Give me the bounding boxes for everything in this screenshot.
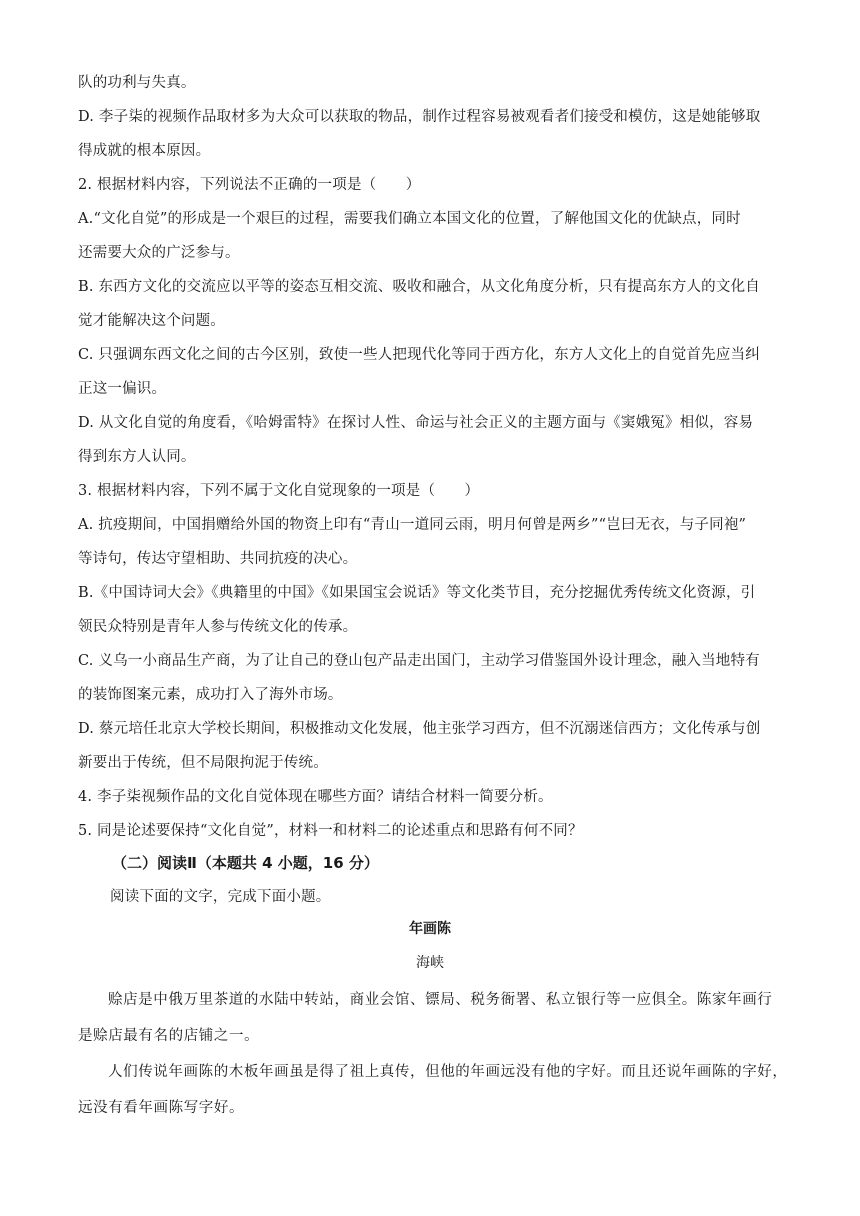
question-3: 3. 根据材料内容，下列不属于文化自觉现象的一项是（ ） — [78, 483, 480, 499]
text-line: 得到东方人认同。 — [78, 449, 196, 465]
text-line: 正这一偏识。 — [78, 381, 167, 397]
section-heading: （二）阅读Ⅱ（本题共 4 小题，16 分） — [112, 854, 379, 872]
story-title: 年画陈 — [409, 921, 451, 937]
option-c-q2: C. 只强调东西文化之间的古今区别，致使一些人把现代化等同于西方化，东方人文化上的自觉首先应当纠 — [78, 347, 760, 363]
story-paragraph-cont: 远没有看年画陈写字好。 — [78, 1100, 245, 1116]
option-d-q2: D. 从文化自觉的角度看，《哈姆雷特》在探讨人性、命运与社会正义的主题方面与《窦娥冤》相似，容易 — [78, 415, 754, 431]
option-c-q3: C. 义乌一小商品生产商，为了让自己的登山包产品走出国门，主动学习借鉴国外设计理念，融入当地特有 — [78, 653, 760, 669]
option-d-q1: D. 李子柒的视频作品取材多为大众可以获取的物品，制作过程容易被观看者们接受和模仿，这是她能够取 — [78, 109, 761, 125]
text-line: 队的功利与失真。 — [78, 75, 196, 91]
option-a-q2: A.“文化自觉”的形成是一个艰巨的过程，需要我们确立本国文化的位置，了解他国文化的优缺点，同时 — [78, 211, 741, 227]
story-paragraph-cont: 是赊店最有名的店铺之一。 — [78, 1028, 260, 1044]
option-b-q2: B. 东西方文化的交流应以平等的姿态互相交流、吸收和融合，从文化角度分析，只有提高东方人的文化自 — [78, 279, 760, 295]
text-line: 觉才能解决这个问题。 — [78, 313, 225, 329]
text-line: 得成就的根本原因。 — [78, 143, 211, 159]
text-line: 领民众特别是青年人参与传统文化的传承。 — [78, 619, 358, 635]
story-paragraph: 赊店是中俄万里茶道的水陆中转站，商业会馆、镖局、税务衙署、私立银行等一应俱全。陈家年画行 — [108, 992, 773, 1008]
question-5: 5. 同是论述要保持“文化自觉”，材料一和材料二的论述重点和思路有何不同？ — [78, 823, 583, 839]
option-b-q3: B.《中国诗词大会》《典籍里的中国》《如果国宝会说话》等文化类节目，充分挖掘优秀传统文化资源，引 — [78, 585, 756, 601]
text-line: 新要出于传统，但不局限拘泥于传统。 — [78, 755, 328, 771]
story-author: 海峡 — [416, 955, 444, 971]
text-line: 还需要大众的广泛参与。 — [78, 245, 240, 261]
text-line: 等诗句，传达守望相助、共同抗疫的决心。 — [78, 551, 358, 567]
question-2: 2. 根据材料内容，下列说法不正确的一项是（ ） — [78, 177, 421, 193]
option-a-q3: A. 抗疫期间，中国捐赠给外国的物资上印有“青山一道同云雨，明月何曾是两乡”“岂曰无衣，与子同袍” — [78, 517, 747, 533]
story-paragraph: 人们传说年画陈的木板年画虽是得了祖上真传，但他的年画远没有他的字好。而且还说年画陈的字好， — [108, 1064, 788, 1080]
question-4: 4. 李子柒视频作品的文化自觉体现在哪些方面？请结合材料一简要分析。 — [78, 789, 553, 805]
instruction: 阅读下面的文字，完成下面小题。 — [110, 889, 331, 905]
text-line: 的装饰图案元素，成功打入了海外市场。 — [78, 687, 343, 703]
option-d-q3: D. 蔡元培任北京大学校长期间，积极推动文化发展，他主张学习西方，但不沉溺迷信西方；文化传承与创 — [78, 721, 761, 737]
